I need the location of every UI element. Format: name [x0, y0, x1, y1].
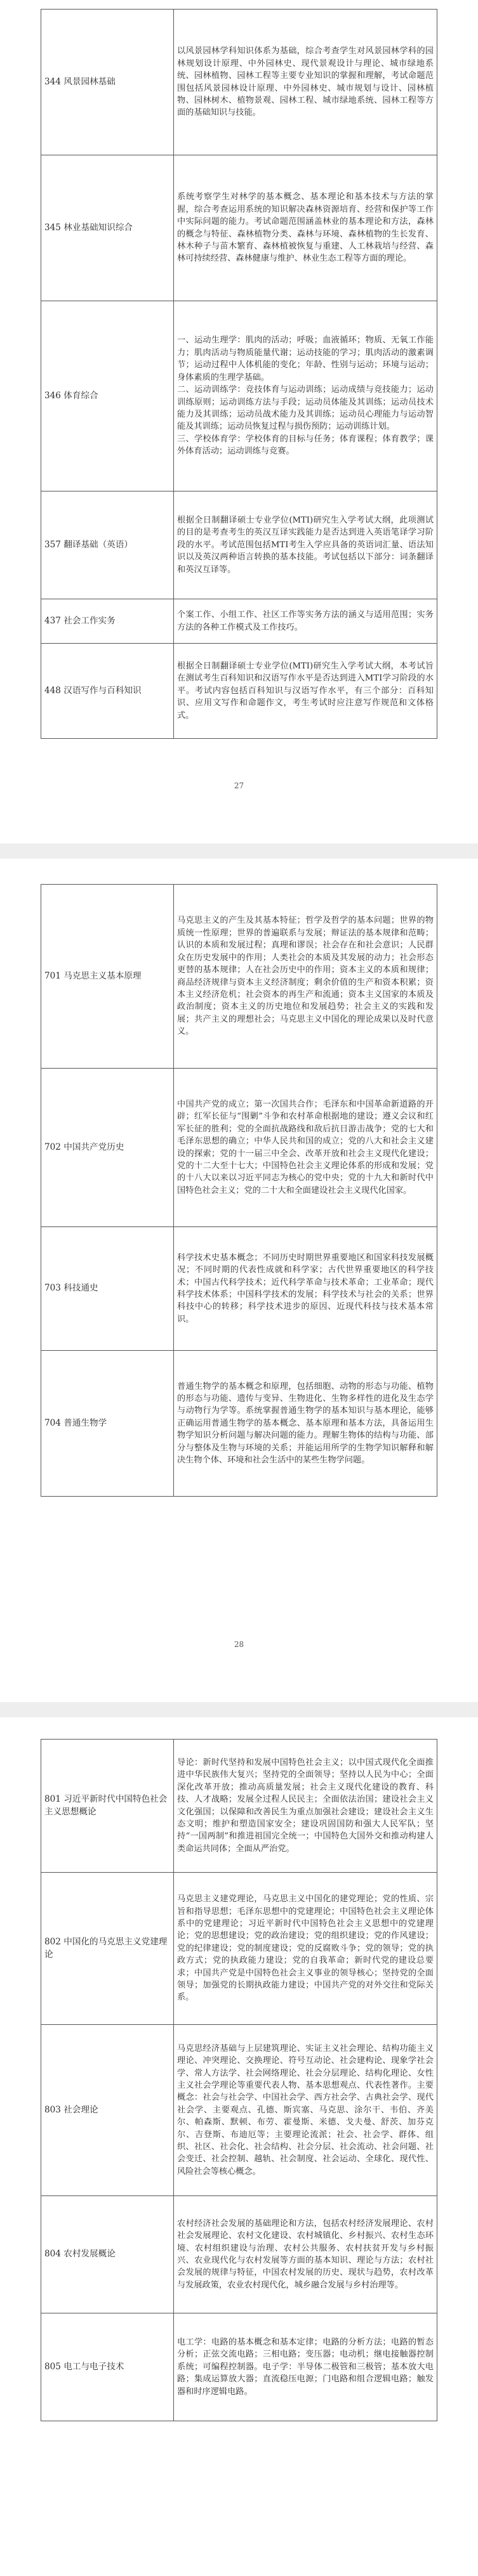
course-description: 根据全日制翻译硕士专业学位(MTI)研究生入学考试大纲，此项测试的目的是考查考生的英汉互译实践能力是否达到进入英语笔译学习阶段的水平。考试范围包括MTI考生入学应具备的英语词汇量、语法知识以及英汉两种语言转换的基本技能。考试包括以下部分：词条翻译和英汉互译等。 [174, 491, 437, 599]
table-row [41, 301, 437, 491]
page-separator [0, 1702, 478, 1717]
table-row [41, 599, 437, 644]
course-name: 345 林业基础知识综合 [41, 155, 174, 301]
course-name: 801 习近平新时代中国特色社会主义思想概论 [41, 1740, 174, 1873]
course-name: 702 中国共产党历史 [41, 1069, 174, 1227]
course-description: 个案工作、小组工作、社区工作等实务方法的涵义与适用范围；实务方法的各种工作模式及工作技巧。 [174, 599, 437, 644]
course-table [41, 9, 437, 739]
course-name: 437 社会工作实务 [41, 599, 174, 644]
course-description: 系统考察学生对林学的基本概念、基本理论和基本技术与方法的掌握，综合考查运用系统的知识解决森林资源培育、经营和保护等工作中实际问题的能力。考试命题范围涵盖林业的基本理论和方法，森林的概念与特征、森林植物分类、森林与环境、森林植物的生长发育、林木种子与苗木繁育、森林植被恢复与重建、人工林栽培与经营、森林可持续经营、森林健康与维护、林业生态工程等方面的理论。 [174, 155, 437, 301]
course-description: 科学技术史基本概念；不同历史时期世界重要地区和国家科技发展概况；不同时期的代表性成就和科学家；古代世界重要地区的科学技术；中国古代科学技术；近代科学革命与技术革命；工业革命；现代科学技术体系；中国科学技术的发展；科学技术与社会的关系；世界科技中心的转移；科学技术进步的原因、近现代科技与技术基本常识。 [174, 1227, 437, 1351]
course-name: 701 马克思主义基本原理 [41, 885, 174, 1069]
course-name: 346 体育综合 [41, 301, 174, 491]
course-description: 导论：新时代坚持和发展中国特色社会主义；以中国式现代化全面推进中华民族伟大复兴；坚持党的全面领导；坚持以人民为中心；全面深化改革开放；推动高质量发展；社会主义现代化建设的教育、科技、人才战略；发展全过程人民民主；全面依法治国；建设社会主义文化强国；以保障和改善民生为重点加强社会建设；建设社会主义生态文明；维护和塑造国家安全；建设巩固国防和强大人民军队；坚持“一国两制”和推进祖国完全统一；中国特色大国外交和推动构建人类命运共同体；全面从严治党。 [174, 1740, 437, 1873]
table-row [41, 1069, 437, 1227]
course-name: 802 中国化的马克思主义党建理论 [41, 1873, 174, 2025]
table-row [41, 2196, 437, 2313]
table-row [41, 1227, 437, 1351]
page-28 [0, 859, 478, 1702]
table-row [41, 1873, 437, 2025]
course-table [41, 1739, 437, 2421]
table-row [41, 2313, 437, 2421]
course-description: 马克思主义的产生及其基本特征；哲学及哲学的基本问题；世界的物质统一性原理；世界的普遍联系与发展；辩证法的基本规律和范畴；认识的本质和发展过程；真理和谬误；社会存在和社会意识；人民群众在历史发展中的作用；人类社会的本质及其发展的动力；社会形态更替的基本规律；人在社会历史中的作用；资本主义的本质和规律；商品经济规律与资本主义经济制度；剩余价值的生产和资本积累；资本主义经济危机；社会资本的再生产和流通；资本主义国家的本质及政治制度；资本主义的历史地位和发展趋势；社会主义的实践和发展；共产主义的理想社会；马克思主义中国化的理论成果以及时代意义。 [174, 885, 437, 1069]
table-row [41, 155, 437, 301]
course-name: 704 普通生物学 [41, 1351, 174, 1497]
course-name: 703 科技通史 [41, 1227, 174, 1351]
course-table [41, 884, 437, 1497]
course-description: 电工学：电路的基本概念和基本定律；电路的分析方法；电路的暂态分析；正弦交流电路；三相电路；变压器；电动机；继电接触器控制系统；可编程控制器。电子学：半导体二极管和三极管；基本放大电路；集成运算放大器；直流稳压电源；门电路和组合逻辑电路；触发器和时序逻辑电路。 [174, 2313, 437, 2421]
course-description: 农村经济社会发展的基础理论和方法，包括农村经济发展理论、农村社会发展理论、农村文化建设、农村城镇化、乡村振兴、农村生态环境、农村组织建设与治理、农村公共服务、农村扶贫开发与乡村振兴、农业现代化与农村发展等方面的基本知识、理论与方法；农村社会发展的规律与特征，中国农村发展的历史、现状与趋势，农村改革与发展政策，农业农村现代化，城乡融合发展与乡村治理等。 [174, 2196, 437, 2313]
page-number: 28 [234, 1640, 244, 1649]
table-row [41, 644, 437, 739]
page-27 [0, 0, 478, 843]
course-description: 一、运动生理学：肌肉的活动；呼吸；血液循环；物质、无氧工作能力；肌肉活动与物质能量代谢；运动技能的学习；肌肉活动的激素调节；运动过程中人体机能的变化；年龄、性别与运动；环境与运动；身体素质的生理学基础。 二、运动训练学：竞技体育与运动训练；运动成绩与竞技能力；运动训练原则；运动训练方法与手段；运动员体能及其训练；运动员技术能力及其训练；运动员战术能力及其训练；运动员心理能力与运动智能及其训练；运动员恢复过程与损伤预防；运动训练计划。 三、学校体育学：学校体育的目标与任务；体育课程；体育教学；课外体育活动；运动训练与竞赛。 [174, 301, 437, 491]
page-number: 27 [234, 781, 244, 790]
page-29 [0, 1717, 478, 2576]
course-description: 以风景园林学科知识体系为基础，综合考查学生对风景园林学科的园林规划设计原理、中外园林史、现代景观设计与理论、城市绿地系统、园林植物、园林工程等主要专业知识的掌握和理解，考试命题范围包括风景园林设计原理、中外园林史、城市规划与设计、园林植物、园林树木、植物景观、园林工程、城市绿地系统、园林工程等方面的基础知识与技能。 [174, 10, 437, 155]
course-name: 803 社会理论 [41, 2025, 174, 2196]
course-name: 804 农村发展概论 [41, 2196, 174, 2313]
course-description: 普通生物学的基本概念和原理，包括细胞、动物的形态与功能、植物的形态与功能、遗传与变异、生物进化、生物多样性的进化及生态学与动物行为学等。系统掌握普通生物学的基本知识与基本理论，能够正确运用普通生物学的基本概念、基本原理和基本方法，具备运用生物学知识分析问题与解决问题的能力。理解生物体的结构与功能、部分与整体及生物与环境的关系；并能运用所学的生物学知识解释和解决生物个体、环境和社会生活中的某些生物学问题。 [174, 1351, 437, 1497]
table-row [41, 885, 437, 1069]
table-row [41, 10, 437, 155]
table-row [41, 1351, 437, 1497]
course-name: 344 风景园林基础 [41, 10, 174, 155]
course-name: 448 汉语写作与百科知识 [41, 644, 174, 739]
course-description: 中国共产党的成立；第一次国共合作；毛泽东和中国革命新道路的开辟；红军长征与“围剿”斗争和农村革命根据地的建设；遵义会议和红军长征的胜利；党的全面抗战路线和敌后抗日游击战争；党的七大和毛泽东思想的确立；中华人民共和国的成立；党的八大和社会主义建设的探索；党的十一届三中全会、改革开放和社会主义现代化建设；党的十二大至十七大；中国特色社会主义理论体系的形成和发展；党的十八大以来以习近平同志为核心的党中央；党的十九大和新时代中国特色社会主义；党的二十大和全面建设社会主义现代化国家。 [174, 1069, 437, 1227]
table-row [41, 1740, 437, 1873]
page-separator [0, 843, 478, 859]
table-row [41, 491, 437, 599]
course-name: 357 翻译基础（英语） [41, 491, 174, 599]
course-description: 马克思经济基础与上层建筑理论、实证主义社会理论、结构功能主义理论、冲突理论、交换理论、符号互动论、社会建构论、现象学社会学、常人方法学、社会网络理论、社会分层理论、结构化理论、女性主义社会学理论等重要代表人物、基本思想观点、代表性著作。主要概念：社会与社会学、中国社会学、西方社会学、古典社会学、现代社会学、主要观点、孔德、斯宾塞、马克思、涂尔干、韦伯、齐美尔、帕森斯、默顿、布劳、霍曼斯、米德、戈夫曼、舒茨、加芬克尔、吉登斯、布迪厄等；主要理论流派；社会、社会学、群体、组织、社区、社会化、社会结构、社会分层、社会流动、社会问题、社会变迁、社会控制、越轨、社会制度、社会运动、全球化、现代性、风险社会等核心概念。 [174, 2025, 437, 2196]
course-description: 根据全日制翻译硕士专业学位(MTI)研究生入学考试大纲，本考试旨在测试考生百科知识和汉语写作水平是否达到进入MTI学习阶段的水平。考试内容包括百科知识与汉语写作水平，有三个部分：百科知识、应用文写作和命题作文，考生考试时应注意写作规范和文体格式。 [174, 644, 437, 739]
table-row [41, 2025, 437, 2196]
course-description: 马克思主义建党理论，马克思主义中国化的建党理论；党的性质、宗旨和指导思想；毛泽东思想中的党建理论；中国特色社会主义理论体系中的党建理论；习近平新时代中国特色社会主义思想中的党建理论；党的思想建设；党的政治建设；党的组织建设；党的作风建设；党的纪律建设；党的制度建设；党的反腐败斗争；党的领导；党的执政方式；党的执政能力建设；党的自我革命；新时代党的建设总要求；中国共产党是中国特色社会主义事业的领导核心；坚持党的全面领导；加强党的长期执政能力建设；中国共产党的对外交往和党际关系。 [174, 1873, 437, 2025]
course-name: 805 电工与电子技术 [41, 2313, 174, 2421]
